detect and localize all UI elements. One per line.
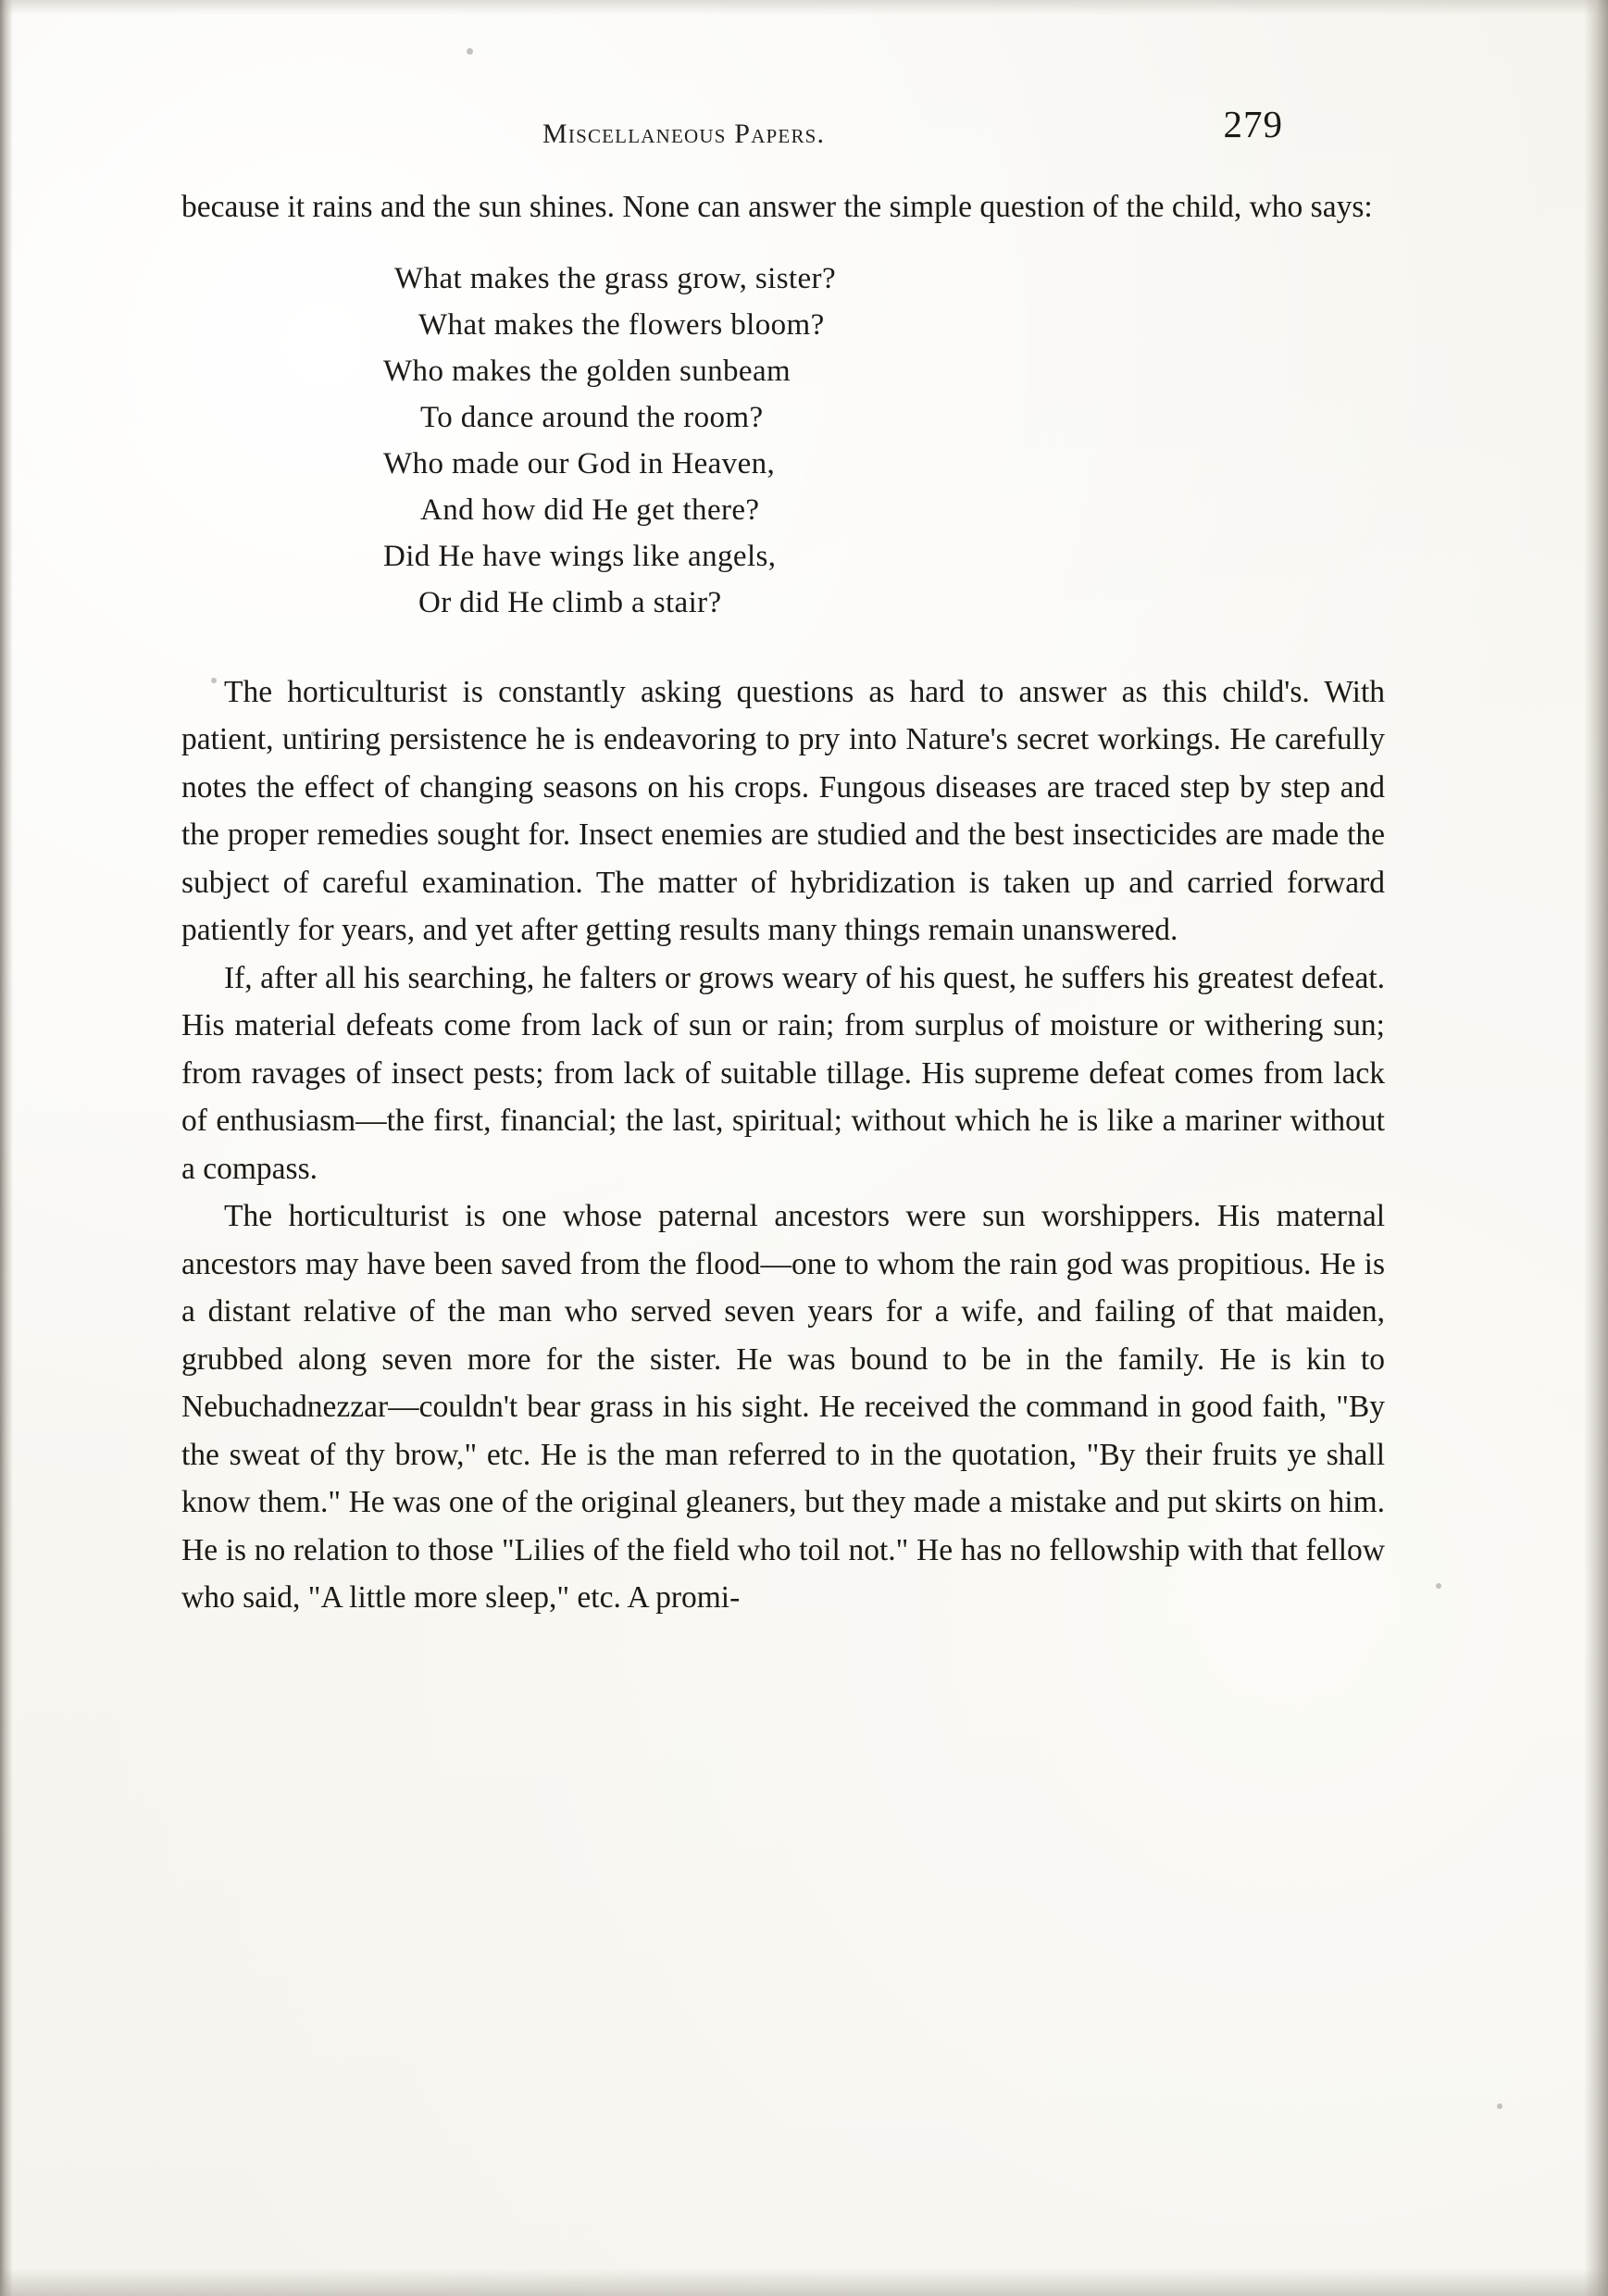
verse-line: Who made our God in Heaven,: [383, 446, 776, 480]
scan-speck: [1436, 1583, 1441, 1589]
page-edge-top: [0, 0, 1608, 15]
running-head: [181, 102, 1385, 157]
paragraph-ancestors: The horticulturist is one whose paternal ancestors were sun worshippers. His maternal ancestors may have been saved from the flood—one to whom the rain god was propitious. He is a distant relative of the man who served seven years for a wife, and failing of that maiden, grubbed along seven more for the sister. He was bound to be in the family. He is kin to Nebuchadnezzar—couldn't bear grass in his sight. He received the command in good faith, "By the sweat of thy brow," etc. He is the man referred to in the quotation, "By their fruits ye shall know them." He was one of the original gleaners, but they made a mistake and put skirts on him. He is no relation to those "Lilies of the field who toil not." He has no fellowship with that fellow who said, "A little more sleep," etc. A promi-: [181, 1199, 1385, 1615]
verse-line: What makes the grass grow, sister?: [394, 261, 836, 295]
running-title: Miscellaneous Papers.: [542, 119, 826, 149]
page-number: 279: [1223, 103, 1283, 145]
verse-line: To dance around the room?: [420, 400, 764, 434]
paragraph-defeats: If, after all his searching, he falters or grows weary of his quest, he suffers his greatest defeat. His material defeats come from lack of sun or rain; from surplus of moisture or withering sun; from ravages of insect pests; from lack of suitable tillage. His supreme defeat comes from lack of enthusiasm—the first, financial; the last, spiritual; without which he is like a mariner without a compass.: [181, 960, 1385, 1186]
verse-line: And how did He get there?: [420, 493, 760, 527]
paragraph-horticulturist-questions: The horticulturist is constantly asking questions as hard to answer as this child's. With patient, untiring persistence he is endeavoring to pry into Nature's secret workings. He carefully notes the effect of changing seasons on his crops. Fungous diseases are traced step by step and the proper remedies sought for. Insect enemies are studied and the best insecticides are made the subject of careful examination. The matter of hybridization is taken up and carried forward patiently for years, and yet after getting results many things remain unanswered.: [181, 674, 1385, 947]
verse-line: Who makes the golden sunbeam: [383, 354, 792, 388]
verse-line: Or did He climb a stair?: [418, 585, 722, 619]
paragraph-intro: because it rains and the sun shines. None can answer the simple question of the child, who says:: [181, 190, 1373, 224]
verse-line: Did He have wings like angels,: [383, 539, 777, 573]
page-content: [181, 102, 1385, 1622]
page-edge-right: [1584, 0, 1608, 2296]
page-edge-bottom: [0, 2268, 1608, 2296]
scan-speck: [1497, 2103, 1502, 2109]
verse-line: What makes the flowers bloom?: [418, 307, 825, 342]
scan-speck: [467, 48, 473, 55]
page-edge-left: [0, 0, 13, 2296]
verse-block: [181, 256, 1385, 626]
